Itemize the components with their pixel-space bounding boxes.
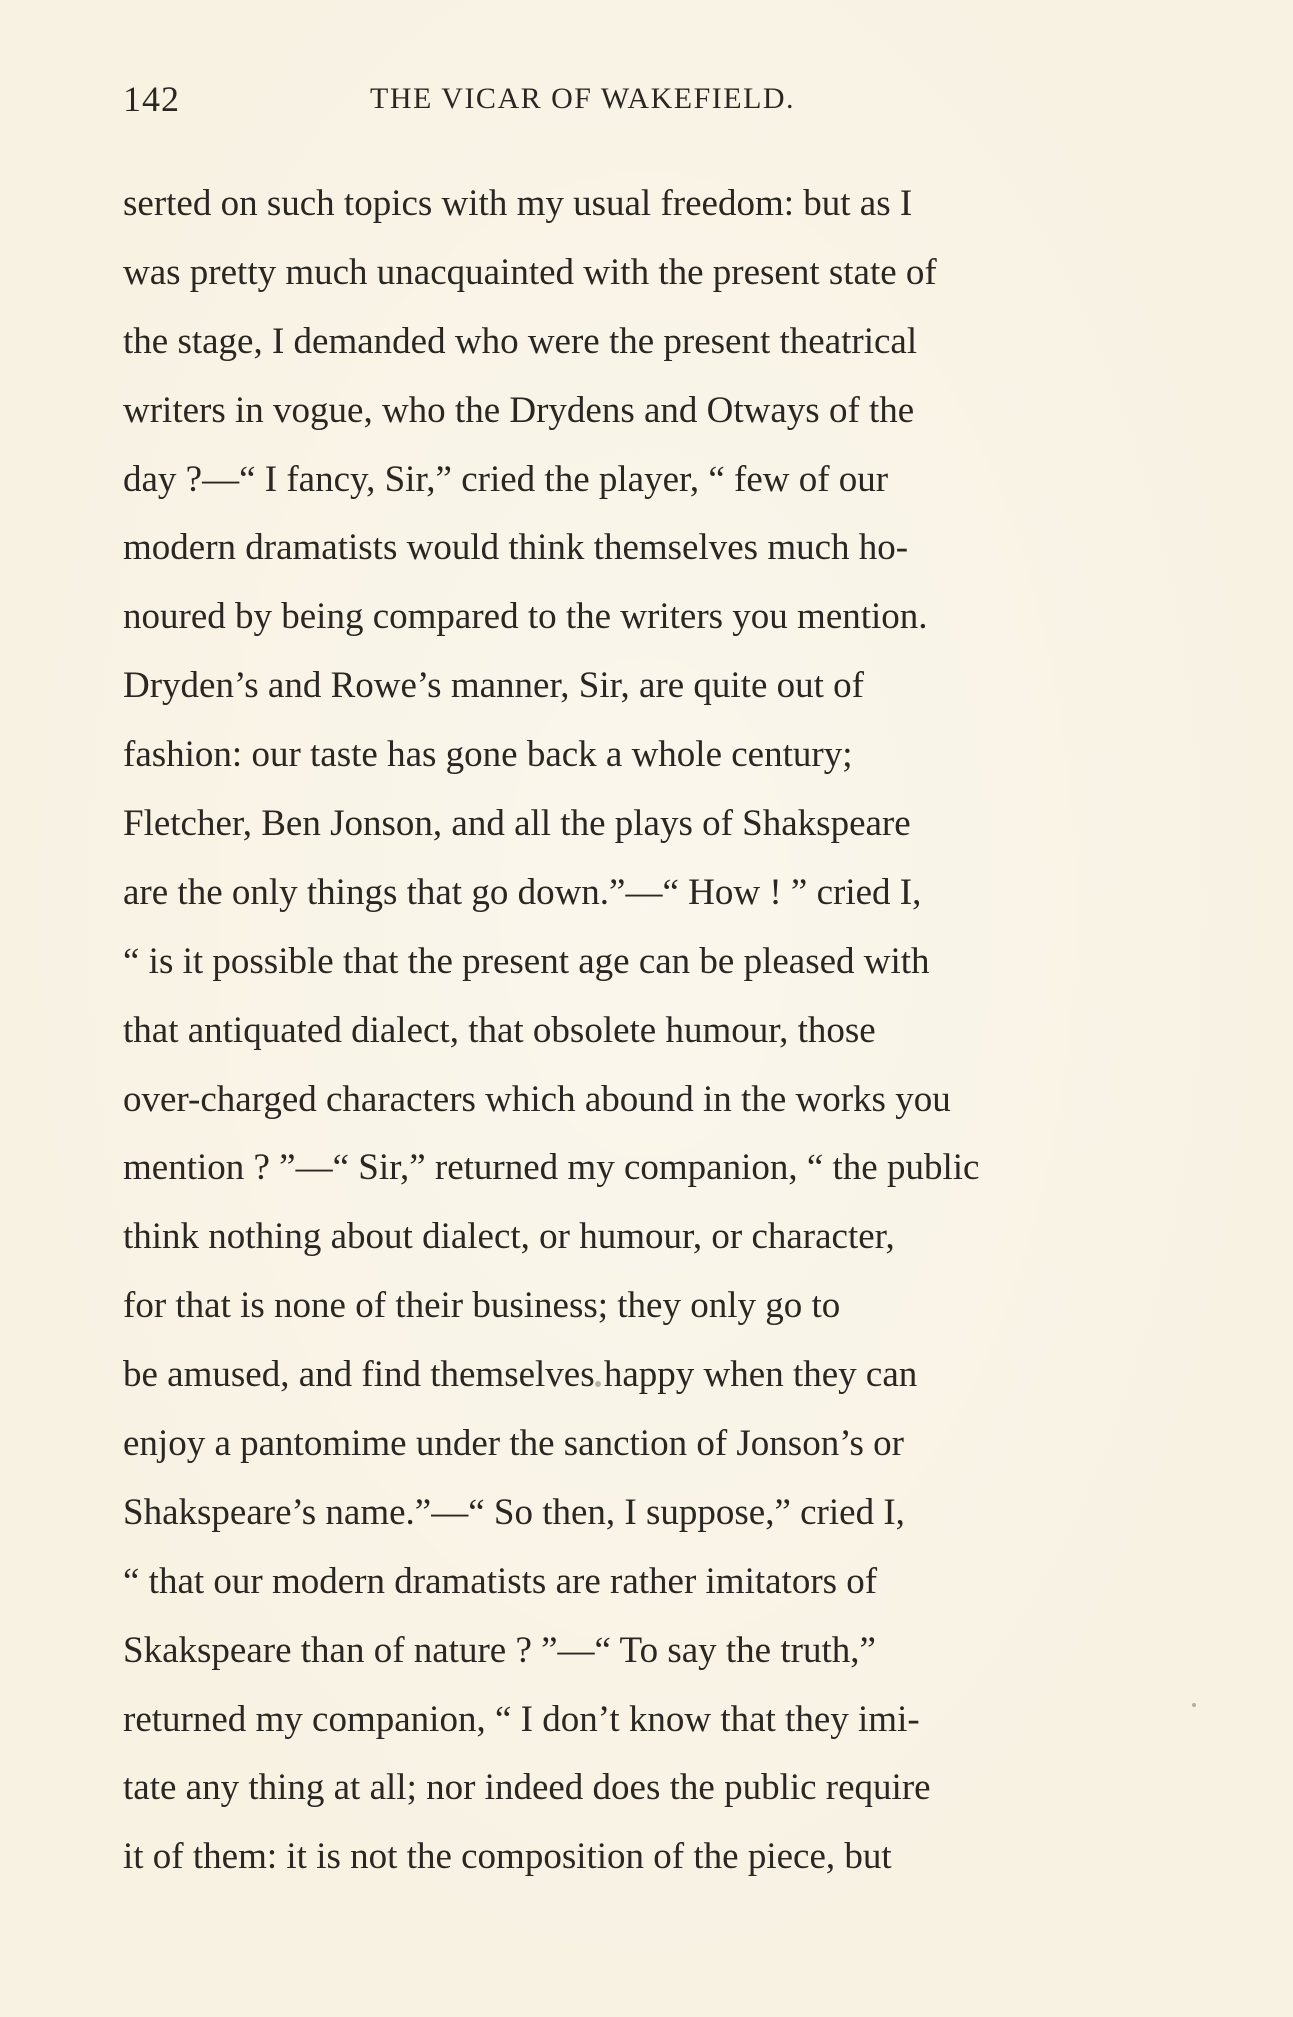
running-head bbox=[123, 78, 1170, 128]
text-line: for that is none of their business; they only go to bbox=[123, 1285, 841, 1327]
text-line: mention ? ”—“ Sir,” returned my companion, “ the public bbox=[123, 1147, 980, 1189]
text-line: over-charged characters which abound in the works you bbox=[123, 1078, 951, 1120]
running-title: THE VICAR OF WAKEFIELD. bbox=[370, 82, 796, 115]
text-line: serted on such topics with my usual freedom: but as I bbox=[123, 183, 913, 224]
text-line: returned my companion, “ I don’t know that they imi- bbox=[123, 1698, 920, 1740]
text-line: tate any thing at all; nor indeed does the public require bbox=[123, 1767, 931, 1809]
paper-speck bbox=[595, 1381, 601, 1387]
text-line: day ?—“ I fancy, Sir,” cried the player, “ few of our bbox=[123, 458, 889, 500]
text-line: the stage, I demanded who were the present theatrical bbox=[123, 320, 918, 362]
text-line: modern dramatists would think themselves much ho- bbox=[123, 527, 909, 569]
text-line: Skakspeare than of nature ? ”—“ To say the truth,” bbox=[123, 1629, 876, 1671]
text-line: Dryden’s and Rowe’s manner, Sir, are quite out of bbox=[123, 665, 864, 707]
text-line: enjoy a pantomime under the sanction of Jonson’s or bbox=[123, 1423, 904, 1465]
page-number: 142 bbox=[123, 79, 180, 119]
text-line: Fletcher, Ben Jonson, and all the plays of Shakspeare bbox=[123, 803, 911, 845]
text-line: it of them: it is not the composition of the piece, but bbox=[123, 1836, 892, 1878]
text-line: writers in vogue, who the Drydens and Otways of the bbox=[123, 389, 915, 431]
body-text bbox=[123, 170, 1170, 1892]
text-line: was pretty much unacquainted with the present state of bbox=[123, 251, 937, 293]
text-line: fashion: our taste has gone back a whole century; bbox=[123, 734, 853, 776]
text-line: noured by being compared to the writers you mention. bbox=[123, 596, 928, 638]
text-line: that antiquated dialect, that obsolete humour, those bbox=[123, 1009, 876, 1051]
text-line: Shakspeare’s name.”—“ So then, I suppose,” cried I, bbox=[123, 1491, 905, 1533]
text-line: “ that our modern dramatists are rather imitators of bbox=[123, 1560, 878, 1602]
text-line: be amused, and find themselves happy when they can bbox=[123, 1354, 918, 1396]
text-line: “ is it possible that the present age can be pleased with bbox=[123, 940, 930, 982]
paper-speck bbox=[1192, 1703, 1196, 1707]
text-line: are the only things that go down.”—“ How ! ” cried I, bbox=[123, 871, 922, 913]
text-line: think nothing about dialect, or humour, or character, bbox=[123, 1216, 895, 1258]
